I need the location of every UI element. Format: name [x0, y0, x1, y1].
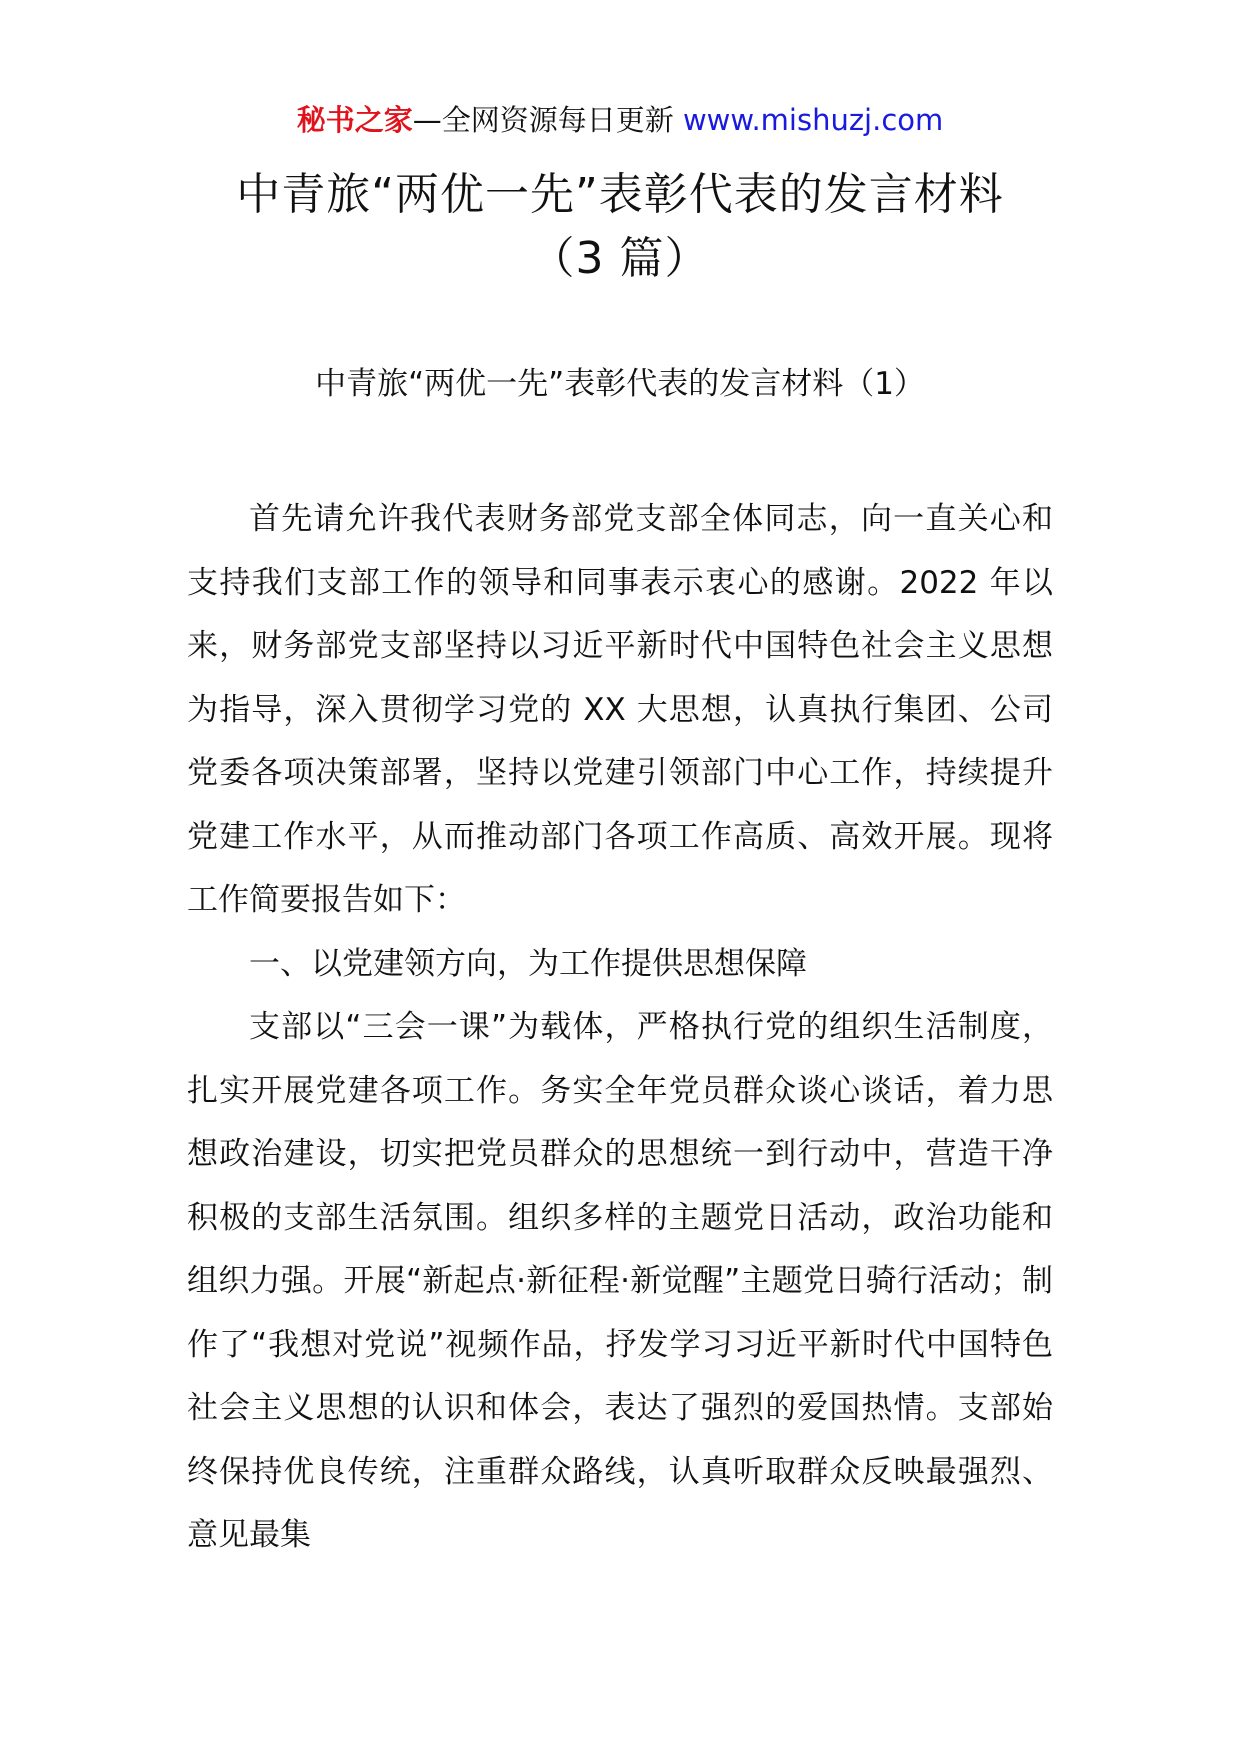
intro-paragraph: 首先请允许我代表财务部党支部全体同志，向一直关心和支持我们支部工作的领导和同事表示衷心的感谢。2022 年以来，财务部党支部坚持以习近平新时代中国特色社会主义思想为指导，深入贯彻学习党的 XX 大思想，认真执行集团、公司党委各项决策部署，坚持以党建引领部门中心工作，持续提升党建工作水平，从而推动部门各项工作高质、高效开展。现将工作简要报告如下： [187, 501, 1053, 918]
brand-name: 秘书之家 [296, 103, 413, 137]
body-paragraph-2: 支部以“三会一课”为载体，严格执行党的组织生活制度，扎实开展党建各项工作。务实全年党员群众谈心谈话，着力思想政治建设，切实把党员群众的思想统一到行动中，营造干净积极的支部生活氛围。组织多样的主题党日活动，政治功能和组织力强。开展“新起点·新征程·新觉醒”主题党日骑行活动；制作了“我想对党说”视频作品，抒发学习习近平新时代中国特色社会主义思想的认识和体会，表达了强烈的爱国热情。支部始终保持优良传统，注重群众路线，认真听取群众反映最强烈、意见最集 [187, 1009, 1053, 1553]
document-title-line-2: （3 篇） [530, 233, 710, 284]
document-title [0, 163, 1240, 291]
section-heading-1: 一、以党建领方向，为工作提供思想保障 [249, 945, 807, 982]
section-subtitle: 中青旅“两优一先”表彰代表的发言材料（1） [315, 366, 925, 402]
site-url-link[interactable]: www.mishuzj.com [682, 103, 944, 137]
banner-tagline: —全网资源每日更新 [412, 103, 674, 137]
site-banner [0, 100, 1240, 140]
document-body [187, 488, 1053, 1568]
document-title-line-1: 中青旅“两优一先”表彰代表的发言材料 [236, 169, 1004, 220]
